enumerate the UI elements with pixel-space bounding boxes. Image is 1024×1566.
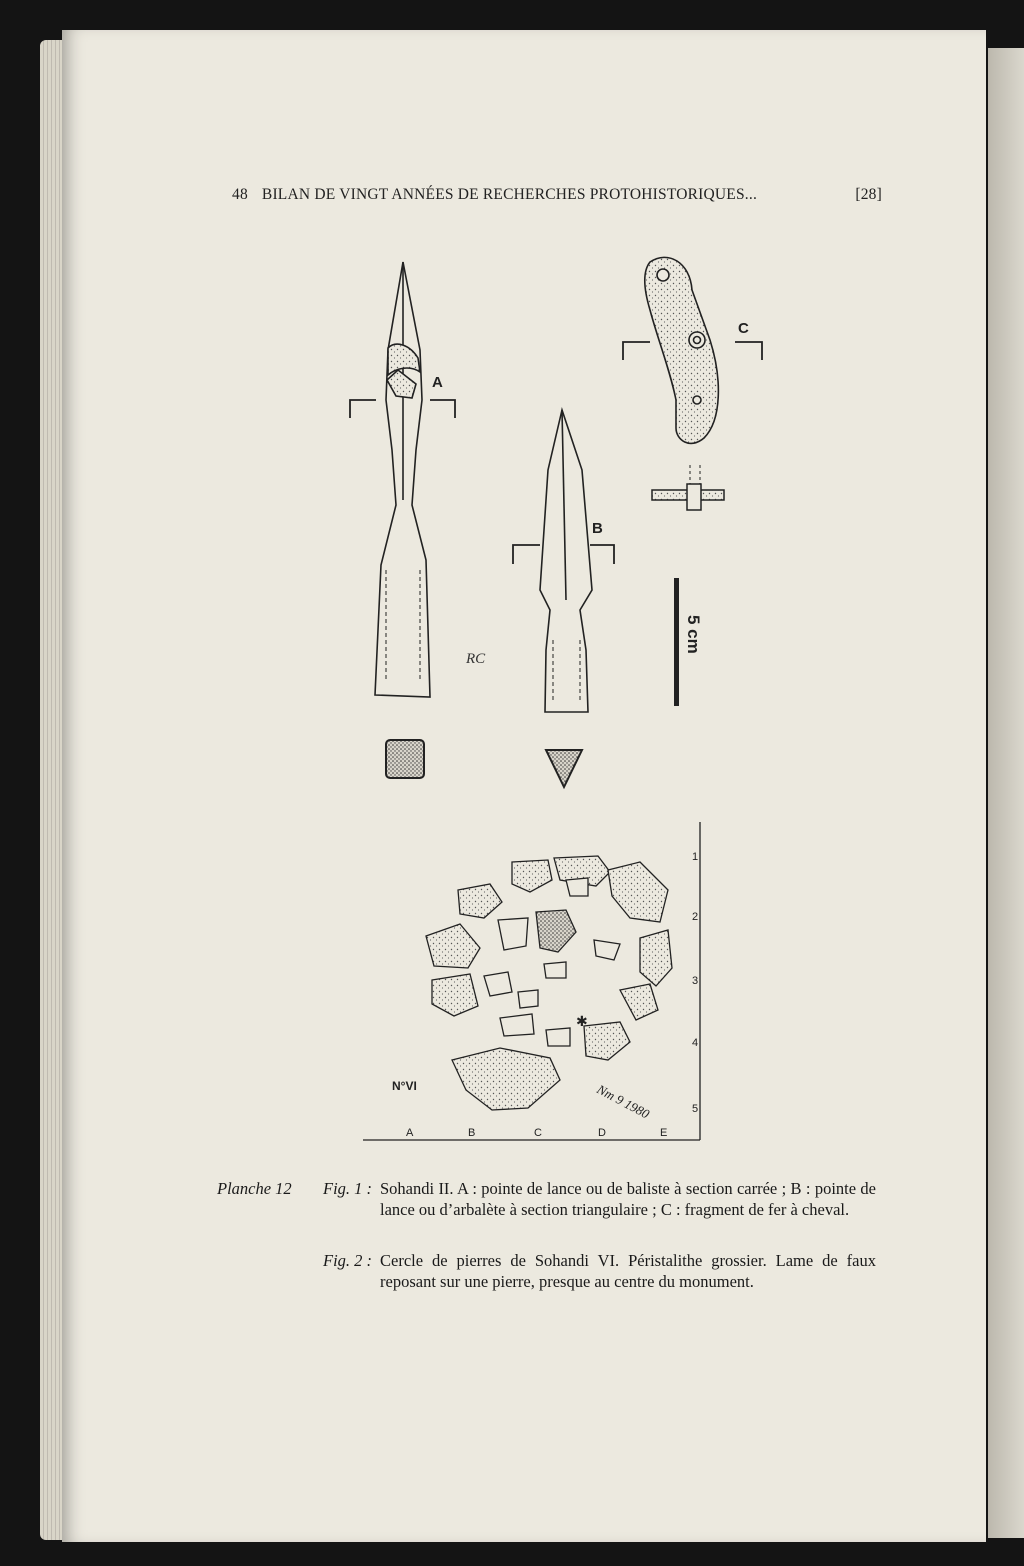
scale-label: 5 cm [684,615,703,654]
col-label: A [406,1127,414,1139]
page-number: 48 [232,186,248,203]
fig2-label: Fig. 2 : [323,1251,373,1270]
row-label: 3 [692,975,699,987]
col-label: E [660,1127,668,1139]
row-label: 4 [692,1037,699,1049]
col-label: D [598,1127,606,1139]
label-b: B [592,520,603,537]
grid-row-labels [692,851,698,1115]
scale-bar [674,578,679,706]
artist-initials: RC [466,651,486,667]
running-title: BILAN DE VINGT ANNÉES DE RECHERCHES PROTOHISTORIQUES... [261,186,758,203]
grid-col-labels [406,1127,667,1139]
site-label: N°VI [392,1079,417,1093]
spearhead-b [540,410,592,712]
stone-circle [426,856,672,1110]
fig1-caption: Sohandi II. A : pointe de lance ou de baliste à section carrée ; B : pointe de lance ou d’arbalète à section triangulaire ; C : fragment de fer à cheval. [380,1179,876,1219]
col-label: B [468,1127,476,1139]
col-label: C [534,1127,542,1139]
row-label: 2 [692,911,699,923]
horseshoe-section [652,465,724,510]
section-triangle-b [546,750,582,787]
fig2-caption: Cercle de pierres de Sohandi VI. Péristalithe grossier. Lame de faux reposant sur une pierre, presque au centre du monument. [380,1251,876,1291]
horseshoe-fragment-c [645,257,719,443]
drawing-signature: Nm 9 1980 [594,1081,653,1122]
section-reference: [28] [855,186,882,203]
plate-number: Planche 12 [217,1179,292,1198]
scythe-marker: ✱ [576,1014,588,1030]
spearhead-a [375,262,430,697]
label-a: A [432,374,443,391]
section-square-a [386,740,424,778]
row-label: 1 [692,851,699,863]
row-label: 5 [692,1103,699,1115]
label-c: C [738,320,749,337]
fig1-label: Fig. 1 : [323,1179,373,1198]
